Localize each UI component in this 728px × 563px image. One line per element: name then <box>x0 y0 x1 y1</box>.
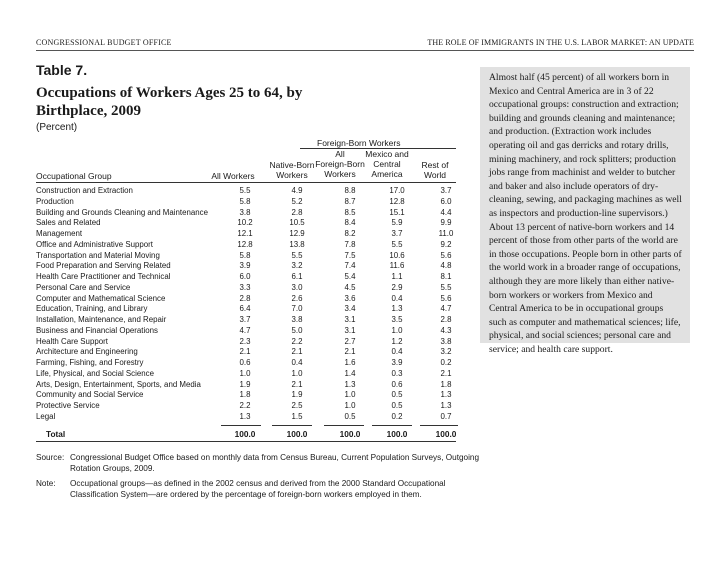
cell-value: 1.3 <box>440 401 452 410</box>
cell-value: 1.3 <box>344 379 356 389</box>
table-unit: (Percent) <box>36 122 78 133</box>
cell-value: 3.8 <box>291 315 303 324</box>
table-row <box>36 326 456 337</box>
cell-value: 5.8 <box>239 250 251 260</box>
total-native-born: 100.0 <box>286 429 308 439</box>
cell-value: 6.1 <box>291 272 303 281</box>
cell-value: 5.6 <box>440 293 452 303</box>
occupation-name: Management <box>36 229 83 238</box>
total-all-workers: 100.0 <box>234 429 256 439</box>
cell-value: 2.1 <box>291 347 303 357</box>
cell-value: 1.9 <box>291 390 303 400</box>
cell-value: 2.8 <box>291 207 303 217</box>
cell-value: 6.0 <box>239 272 251 281</box>
total-foreign-all: 100.0 <box>339 429 361 439</box>
occupation-name: Farming, Fishing, and Forestry <box>36 358 144 367</box>
cell-value: 3.9 <box>391 358 403 367</box>
cell-value: 3.9 <box>239 261 251 271</box>
running-header-left: CONGRESSIONAL BUDGET OFFICE <box>36 38 172 47</box>
table-row <box>36 369 456 380</box>
cell-value: 0.4 <box>391 293 403 303</box>
source-text: Congressional Budget Office based on monthly data from Census Bureau, Current Population Surveys, Outgoing Rotation Groups, 2009. <box>70 453 480 473</box>
cell-value: 0.2 <box>440 358 452 367</box>
source-note <box>36 452 480 476</box>
cell-value: 1.0 <box>344 390 356 400</box>
cell-value: 0.5 <box>391 401 403 410</box>
col-header-native-born: Native-Born Workers <box>269 160 315 180</box>
cell-value: 7.5 <box>344 250 356 260</box>
total-mexico: 100.0 <box>386 429 408 439</box>
cell-value: 4.8 <box>440 261 452 271</box>
occupation-name: Health Care Support <box>36 336 108 346</box>
cell-value: 1.3 <box>391 304 403 314</box>
occupation-name: Arts, Design, Entertainment, Sports, and Media <box>36 379 201 389</box>
cell-value: 2.1 <box>239 347 251 357</box>
cell-value: 3.2 <box>291 261 303 271</box>
table-row <box>36 294 456 305</box>
occupation-name: Building and Grounds Cleaning and Maintenance <box>36 207 208 217</box>
cell-value: 13.8 <box>289 239 305 249</box>
cell-value: 0.7 <box>440 411 452 421</box>
table-row <box>36 347 456 358</box>
cell-value: 6.0 <box>440 196 452 206</box>
cell-value: 6.4 <box>239 304 251 314</box>
occupation-name: Education, Training, and Library <box>36 304 148 314</box>
cell-value: 3.3 <box>239 282 251 292</box>
cell-value: 1.3 <box>440 390 452 400</box>
table-row <box>36 240 456 251</box>
cell-value: 12.1 <box>237 229 253 238</box>
total-label: Total <box>46 429 66 439</box>
cell-value: 3.7 <box>391 229 403 238</box>
occupation-name: Computer and Mathematical Science <box>36 293 166 303</box>
foreign-born-group-header: Foreign-Born Workers <box>317 138 401 148</box>
cell-value: 1.5 <box>291 411 303 421</box>
table-row <box>36 229 456 240</box>
cell-value: 5.2 <box>291 196 303 206</box>
cell-value: 1.3 <box>239 411 251 421</box>
cell-value: 5.0 <box>291 325 303 335</box>
occupation-name: Personal Care and Service <box>36 282 131 292</box>
cell-value: 5.5 <box>239 186 251 195</box>
cell-value: 2.8 <box>239 293 251 303</box>
table-row <box>36 251 456 262</box>
cell-value: 1.0 <box>344 401 356 410</box>
cell-value: 0.6 <box>239 358 251 367</box>
table-title: Occupations of Workers Ages 25 to 64, by Birthplace, 2009 <box>36 85 303 119</box>
cell-value: 3.1 <box>344 315 356 324</box>
col-header-all-workers: All Workers <box>211 171 255 181</box>
cell-value: 4.9 <box>291 186 303 195</box>
cell-value: 1.9 <box>239 379 251 389</box>
table-row <box>36 412 456 423</box>
cell-value: 4.5 <box>344 282 356 292</box>
cell-value: 10.5 <box>289 218 305 228</box>
cell-value: 12.8 <box>237 239 253 249</box>
col-header-mexico-central-america: Mexico and Central America <box>365 149 409 179</box>
occupation-name: Life, Physical, and Social Science <box>36 368 154 378</box>
column-header-rule <box>36 182 456 183</box>
note-label: Note: <box>36 479 56 488</box>
occupation-name: Food Preparation and Serving Related <box>36 261 171 271</box>
cell-value: 3.7 <box>440 186 452 195</box>
cell-value: 3.4 <box>344 304 356 314</box>
total-rest: 100.0 <box>435 429 457 439</box>
cell-value: 10.2 <box>237 218 253 228</box>
cell-value: 2.9 <box>391 282 403 292</box>
sum-rule <box>221 425 261 426</box>
cell-value: 1.4 <box>344 368 356 378</box>
cell-value: 5.6 <box>440 250 452 260</box>
table-row <box>36 208 456 219</box>
cell-value: 3.2 <box>440 347 452 357</box>
cell-value: 1.0 <box>291 368 303 378</box>
table-row <box>36 218 456 229</box>
cell-value: 0.4 <box>291 358 303 367</box>
sidebar-note <box>480 67 690 355</box>
sidebar-text: Almost half (45 percent) of all workers born in Mexico and Central America are in 3 of 22 occupational groups: construction and extraction; building and grounds cleaning and maintenance; and production. (Extraction work includes operating oil and gas derricks and rotary drills, mining machinery, and rock splitters; production jobs range from machinist and welder to butcher and baker and also include operators of dry-cleaning, sewing, and packaging machines as well as inspectors and production-line supervisors.) About 13 percent of native-born workers and 14 percent of those from other parts of the world are in those occupations. People born in other parts of the world work in a broader range of occupations, although they are more likely than either native-born workers or workers from Mexico and Central America to be in occupational groups such as computer and mathematical sciences; life, physical, and social sciences; personal care and service; and health care support. <box>489 72 682 355</box>
cell-value: 15.1 <box>389 207 405 217</box>
cell-value: 1.6 <box>344 358 356 367</box>
cell-value: 8.7 <box>344 196 356 206</box>
cell-value: 2.8 <box>440 315 452 324</box>
cell-value: 8.4 <box>344 218 356 228</box>
table-row <box>36 261 456 272</box>
sum-rule <box>272 425 312 426</box>
table-row <box>36 197 456 208</box>
cell-value: 1.2 <box>391 336 403 346</box>
cell-value: 7.4 <box>344 261 356 271</box>
cell-value: 5.5 <box>291 250 303 260</box>
sum-rule <box>420 425 458 426</box>
cell-value: 8.5 <box>344 207 356 217</box>
cell-value: 8.1 <box>440 272 452 281</box>
cell-value: 1.0 <box>239 368 251 378</box>
footnote <box>36 478 476 502</box>
cell-value: 3.6 <box>344 293 356 303</box>
cell-value: 7.8 <box>344 239 356 249</box>
table-row <box>36 337 456 348</box>
cell-value: 2.7 <box>344 336 356 346</box>
cell-value: 1.8 <box>239 390 251 400</box>
col-header-rest-of-world: Rest of World <box>421 160 449 180</box>
cell-value: 10.6 <box>389 250 405 260</box>
cell-value: 1.1 <box>391 272 403 281</box>
occupation-name: Legal <box>36 411 56 421</box>
cell-value: 5.5 <box>391 239 403 249</box>
cell-value: 0.4 <box>391 347 403 357</box>
cell-value: 0.6 <box>391 379 403 389</box>
cell-value: 5.5 <box>440 282 452 292</box>
cell-value: 11.0 <box>438 229 454 238</box>
cell-value: 4.4 <box>440 207 452 217</box>
cell-value: 0.3 <box>391 368 403 378</box>
note-text: Occupational groups—as defined in the 2002 census and derived from the 2000 Standard Occupational Classification System—are ordered by the percentage of foreign-born workers employed in them. <box>70 479 446 499</box>
cell-value: 2.1 <box>440 368 452 378</box>
cell-value: 0.2 <box>391 411 403 421</box>
sum-rule <box>324 425 364 426</box>
cell-value: 1.0 <box>391 325 403 335</box>
source-label: Source: <box>36 453 65 462</box>
cell-value: 3.0 <box>291 282 303 292</box>
cell-value: 0.5 <box>344 411 356 421</box>
col-header-occupation: Occupational Group <box>36 171 112 181</box>
cell-value: 8.8 <box>344 186 356 195</box>
cell-value: 3.5 <box>391 315 403 324</box>
cell-value: 2.5 <box>291 401 303 410</box>
table-row <box>36 401 456 412</box>
cell-value: 2.1 <box>291 379 303 389</box>
sum-rule <box>372 425 412 426</box>
col-header-foreign-all: All Foreign-Born Workers <box>315 149 365 179</box>
cell-value: 3.8 <box>239 207 251 217</box>
cell-value: 0.5 <box>391 390 403 400</box>
cell-value: 12.8 <box>389 196 405 206</box>
occupation-name: Health Care Practitioner and Technical <box>36 272 171 281</box>
table-row <box>36 283 456 294</box>
cell-value: 8.2 <box>344 229 356 238</box>
occupation-name: Architecture and Engineering <box>36 347 138 357</box>
cell-value: 5.4 <box>344 272 356 281</box>
occupation-name: Office and Administrative Support <box>36 239 153 249</box>
cell-value: 4.7 <box>239 325 251 335</box>
table-label: Table 7. <box>36 62 88 78</box>
cell-value: 2.6 <box>291 293 303 303</box>
cell-value: 7.0 <box>291 304 303 314</box>
table-row <box>36 304 456 315</box>
table-row <box>36 380 456 391</box>
cell-value: 17.0 <box>389 186 405 195</box>
table-row <box>36 390 456 401</box>
occupation-name: Installation, Maintenance, and Repair <box>36 315 167 324</box>
occupation-name: Sales and Related <box>36 218 101 228</box>
cell-value: 12.9 <box>289 229 305 238</box>
header-rule <box>36 50 694 51</box>
cell-value: 5.8 <box>239 196 251 206</box>
cell-value: 2.3 <box>239 336 251 346</box>
cell-value: 4.7 <box>440 304 452 314</box>
cell-value: 3.1 <box>344 325 356 335</box>
cell-value: 5.9 <box>391 218 403 228</box>
cell-value: 2.1 <box>344 347 356 357</box>
occupation-name: Construction and Extraction <box>36 186 133 195</box>
cell-value: 9.2 <box>440 239 452 249</box>
cell-value: 3.7 <box>239 315 251 324</box>
table-row <box>36 186 456 197</box>
cell-value: 4.3 <box>440 325 452 335</box>
occupation-name: Business and Financial Operations <box>36 325 158 335</box>
cell-value: 11.6 <box>389 261 405 271</box>
occupation-name: Community and Social Service <box>36 390 144 400</box>
table-row <box>36 315 456 326</box>
cell-value: 2.2 <box>239 401 251 410</box>
table-row <box>36 272 456 283</box>
cell-value: 2.2 <box>291 336 303 346</box>
running-header-right: THE ROLE OF IMMIGRANTS IN THE U.S. LABOR MARKET: AN UPDATE <box>427 38 694 47</box>
table-row <box>36 358 456 369</box>
cell-value: 9.9 <box>440 218 452 228</box>
table-bottom-rule <box>36 441 456 442</box>
cell-value: 3.8 <box>440 336 452 346</box>
occupation-name: Protective Service <box>36 401 100 410</box>
occupation-name: Transportation and Material Moving <box>36 250 160 260</box>
occupation-name: Production <box>36 196 74 206</box>
cell-value: 1.8 <box>440 379 452 389</box>
